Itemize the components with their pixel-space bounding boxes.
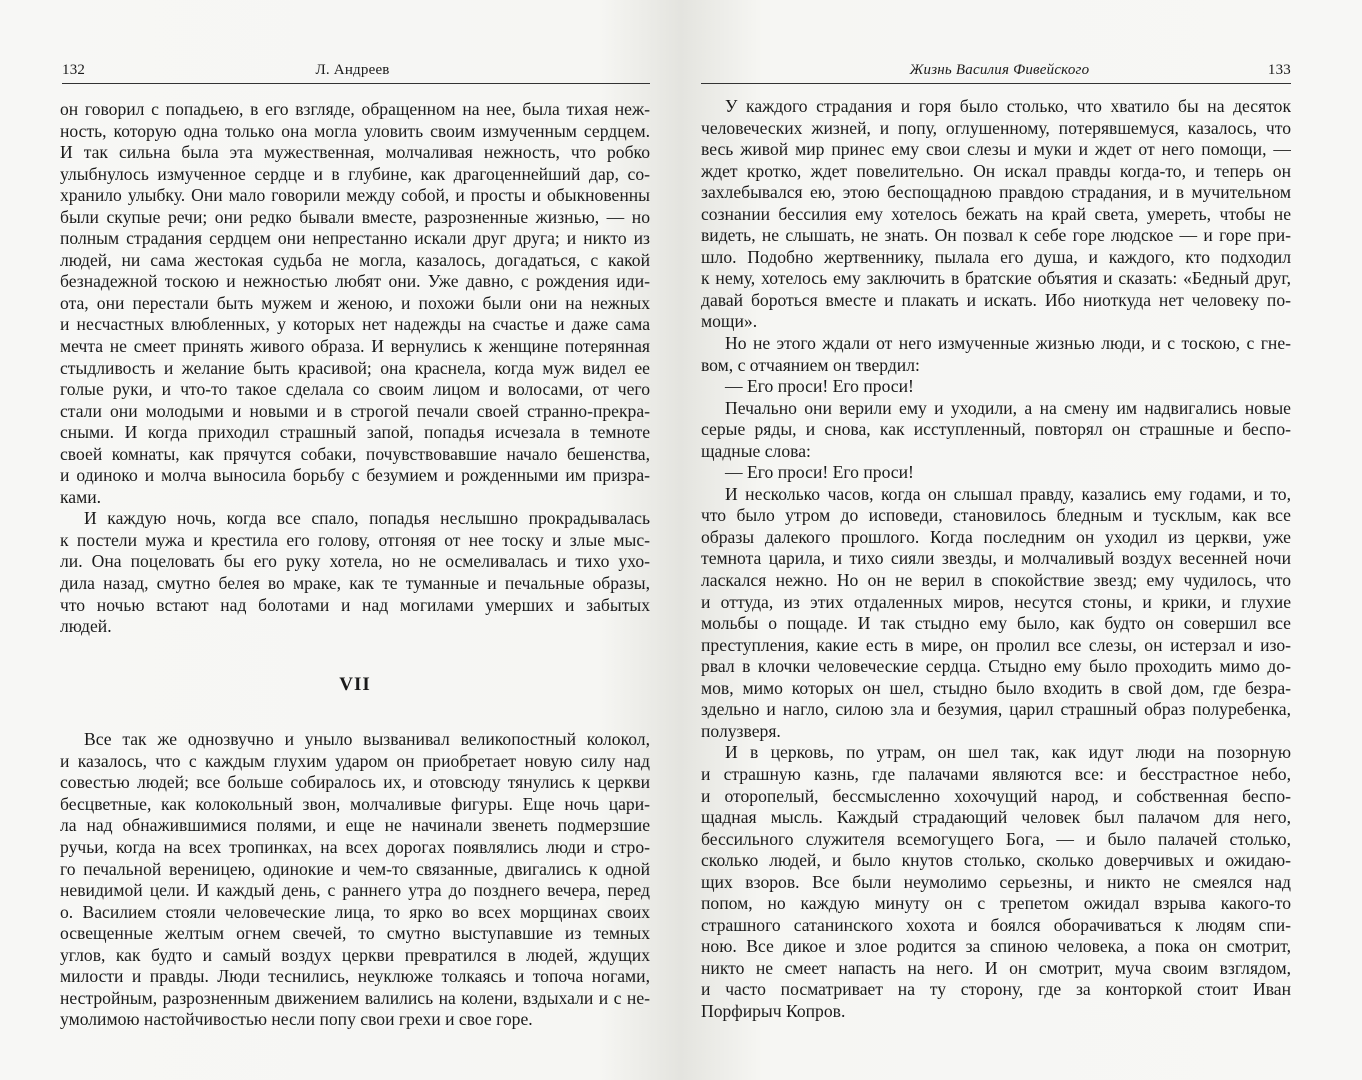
text-line: мов, мимо которых он шел, стыдно было входить в свой дом, где безра- [701,677,1291,698]
text-line: нестройным, разрозненным движением валились на колени, вздыхали и с не- [60,987,650,1008]
text-line: к нему, хотелось ему заключить в братские объятия и сказать: «Бедный друг, [701,268,1291,289]
text-line: были скупые речи; они редко бывали вместе, разрозненные жизнью, — но [60,206,650,227]
running-head: Л. Андреев [315,62,390,78]
text-line: о. Василием стояли человеческие лица, то ярко во всех морщинах своих [60,901,650,922]
text-line: он говорил с попадьею, в его взгляде, обращенном на нее, была тихая неж- [60,99,650,119]
text-line: и страшную казнь, где палачами являются все: и бесстрастное небо, [701,763,1291,784]
dialogue-line: — Его проси! Его проси! [725,462,914,483]
text-line: Но не этого ждали от него измученные жизнью люди, и с тоскою, с гне- [725,333,1291,354]
text-line: людей, ни сама жестокая судьба не могла, казалось, догадаться, с какой [60,249,650,270]
text-line: мечта не смеет принять живого образа. И вернулись к женщине потерянная [60,336,650,357]
text-line: полным страдания сердцем они непрестанно искали друг друга; и никто из [60,228,650,249]
text-line: захлебывался ею, этою беспощадною правдою страдания, и в мучительном [701,182,1291,203]
text-line: преступления, какие есть в мире, он пролил все слезы, он истерзал и изо- [701,634,1291,655]
text-line: и оторопелый, бессмысленно хохочущий народ, и собственная беспо- [701,785,1291,806]
text-line: голые руки, и что-то такое сделала со своим лицом и волосами, от чего [60,379,650,400]
text-line: Печально они верили ему и уходили, а на смену им надвигались новые [725,397,1291,418]
page-number: 132 [62,62,86,78]
left-page-body [60,99,650,1031]
text-line: ность, которую одна только она могла уловить своим измученным сердцем. [60,120,650,141]
text-line: невидимой цели. И каждый день, с раннего утра до позднего вечера, перед [60,880,650,901]
text-line: дила назад, смутно белея во мраке, как те туманные и печальные образы, [60,573,650,594]
text-line: ками. [60,486,102,507]
text-line: стали они молодыми и новыми и в строгой печали своей странно-прекра- [60,400,650,421]
running-head: Жизнь Василия Фивейского [909,62,1090,78]
text-line: здельно и нагло, силою зла и безумия, царил страшный образ полуребенка, [701,699,1291,720]
paragraph [701,484,1291,743]
text-line: углов, как будто и самый воздух церкви превратился в людей, ждущих [60,944,650,965]
text-line: человеческих жизней, и попу, оглушенному, потерявшемуся, казалось, что [701,117,1291,138]
text-line: к постели мужа и крестила его голову, отгоняя от нее тоску и злые мыс- [60,529,650,550]
text-line: сознании бессилия ему хотелось бежать на край света, умереть, чтобы не [701,203,1291,224]
text-line: попом, но каждую минуту он с трепетом ожидал взрыва какого-то [701,893,1291,914]
text-line: И в церковь, по утрам, он шел так, как идут люди на позорную [725,742,1291,763]
text-line: ласкался нежно. Но он не верил в спокойствие звезд; ему чудилось, что [701,570,1291,591]
page-number: 133 [1267,62,1291,78]
text-line: улыбнулось измученное сердце и в глубине, как драгоценнейший дар, со- [60,163,650,184]
text-line: и оттуда, из этих отдаленных миров, несутся стоны, и крики, и глухие [701,591,1291,612]
text-line: ждет кротко, ждет повелительно. Он искал правды когда-то, и теперь он [701,160,1291,181]
text-line: весь живой мир принес ему свои слезы и муки и ждет от него помощи, — [701,139,1291,160]
text-line: И так сильна была эта мужественная, молчаливая нежность, что робко [60,142,650,163]
paragraph [701,398,1291,463]
text-line: милости и правды. Люди теснились, неуклюже толкаясь и топоча ногами, [60,966,650,987]
text-line: мощи». [701,311,758,332]
paragraph [60,729,650,1031]
text-line: и часто посматривает на ту сторону, где за конторкой стоит Иван [701,979,1291,1000]
text-line: Все так же однозвучно и уныло вызванивал великопостный колокол, [84,729,650,750]
text-line: совестью людей; все больше собиралось их, и отовсюду тянулись к церкви [60,772,650,793]
text-line: ота, они перестали быть мужем и женою, и похожи были они на нежных [60,292,650,313]
text-line: щадные слова: [701,440,811,461]
text-line: го печальной вереницею, одинокие и чем-то связанные, двигались к одной [60,858,650,879]
text-line: ли. Она поцеловать бы его руку хотела, но не осмеливалась и тихо ухо- [60,551,650,572]
text-line: умолимою настойчивостью несли попу свои грехи и свое горе. [60,1009,533,1030]
text-line: вом, с отчаянием он твердил: [701,354,920,375]
paragraph [60,508,650,637]
text-line: образы далекого прошлого. Когда последним он уходил из церкви, уже [701,526,1291,547]
text-line: что ночью встают над болотами и над могилами умерших и забытых [60,594,650,615]
text-line: рвал в клочки человеческие сердца. Стыдно ему было проходить мимо до- [701,656,1291,677]
left-page-header [62,62,650,84]
right-page-body [701,96,1291,1023]
text-line: безнадежной тоскою и нежностью любят они. Уже давно, с рождения иди- [60,271,650,292]
text-line: хранило улыбку. Они мало говорили между собой, и просты и обыкновенны [60,185,650,206]
text-line: и одиноко и молча выносила борьбу с безумием и рожденными им призра- [60,465,650,486]
text-line: серые ряды, и снова, как исступленный, повторял он страшные и беспо- [701,419,1291,440]
text-line: и несчастных влюбленных, у которых нет надежды на счастье и даже сама [60,314,650,335]
text-line: ною. Все дикое и злое родится за спиною человека, а пока он смотрит, [701,936,1291,957]
text-line: щадная мысль. Каждый страдающий человек был палачом для него, [701,807,1291,828]
text-line: своей комнаты, как прячутся собаки, почувствовавшие начало бешенства, [60,443,650,464]
text-line: видеть, не слышать, не знать. Он позвал к себе горе людское — и горе при- [701,225,1291,246]
text-line: ла над обнажившимися полями, и еще не начинали звенеть подмерзшие [60,815,650,836]
text-line: шло. Подобно жертвеннику, пылала его душа, и каждого, кто подходил [701,246,1291,267]
text-line: давай бороться вместе и плакать и искать. Ибо ниоткуда нет человеку по- [701,289,1291,310]
paragraph [701,96,1291,333]
paragraph [60,99,650,508]
text-line: темнота царила, и тихо сияли звезды, и молчаливый воздух весенней ночи [701,548,1291,569]
text-line: сными. И когда приходил страшный запой, попадья исчезала в темноте [60,422,650,443]
text-line: И каждую ночь, когда все спало, попадья неслышно прокрадывалась [84,508,650,529]
text-line: стыдливость и желание быть красивой; она краснела, когда муж видел ее [60,357,650,378]
text-line: Порфирыч Копров. [701,1000,846,1021]
text-line: что было утром до исповеди, становилось бледным и тусклым, как все [701,505,1291,526]
right-page-header [701,62,1291,84]
text-line: никто не смеет напасть на него. И он смотрит, муча своим взглядом, [701,957,1291,978]
paragraph [701,742,1291,1022]
text-line: У каждого страдания и горя было столько, что хватило бы на десяток [725,96,1291,116]
text-line: мольбы о пощаде. И так стыдно ему было, как будто он совершил все [701,613,1291,634]
text-line: людей. [60,616,112,637]
right-page [681,0,1362,1080]
text-line: И несколько часов, когда он слышал правду, казались ему годами, и то, [725,483,1291,504]
text-line: страшного сатанинского хохота и боялся оборачиваться к людям спи- [701,914,1291,935]
paragraph [701,333,1291,376]
text-line: и казалось, что с каждым глухим ударом он приобретает новую силу над [60,750,650,771]
chapter-heading: VII [339,673,371,695]
text-line: ручьи, когда на всех тропинках, на всех дорогах появлялись люди и стро- [60,836,650,857]
text-line: сколько людей, и было кнутов столько, сколько доверчивых и ожидаю- [701,850,1291,871]
dialogue-line: — Его проси! Его проси! [725,376,914,397]
text-line: бесцветные, как колокольный звон, молчаливые фигуры. Еще ночь цари- [60,793,650,814]
text-line: полузверя. [701,720,781,741]
text-line: щих взоров. Все были неумолимо серьезны, и никто не смеялся над [701,871,1291,892]
text-line: бессильного служителя всемогущего Бога, — и было палачей столько, [701,828,1291,849]
text-line: освещенные желтым огнем свечей, то смутно выступавшие из темных [60,923,650,944]
